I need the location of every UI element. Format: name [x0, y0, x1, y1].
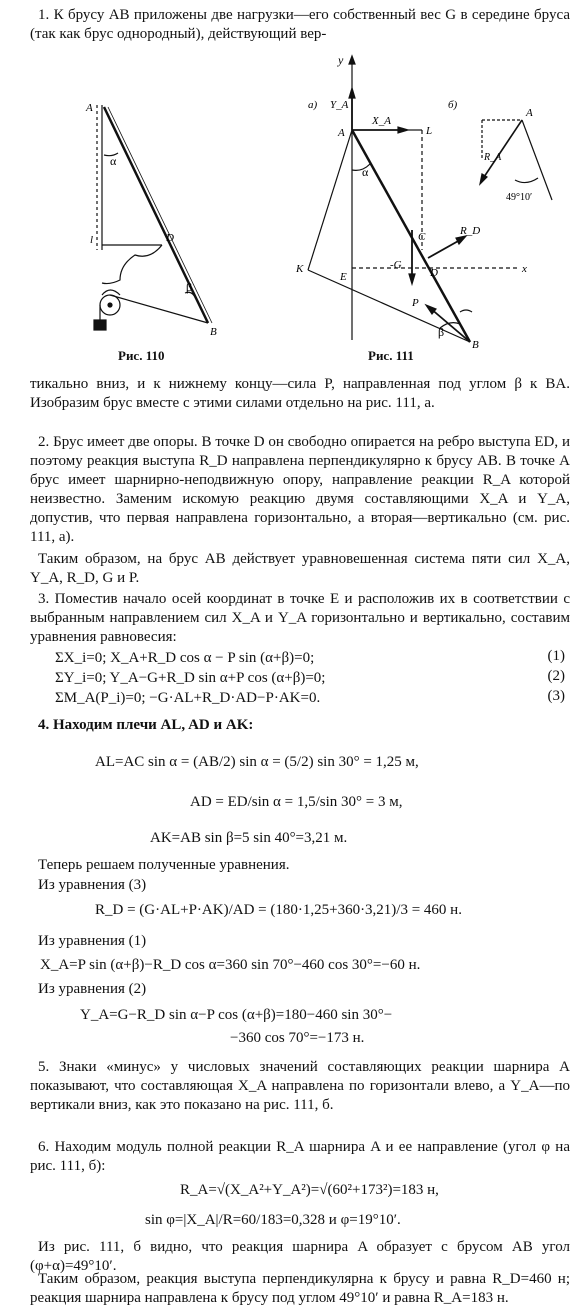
paragraph-12: 6. Находим модуль полной реакции R_A шарнира A и ее направление (угол φ на рис. 111, б):	[30, 1139, 570, 1174]
fig111-sub-b: б)	[448, 99, 458, 111]
fig110-label-alpha: α	[110, 154, 117, 168]
fig111-label-A: A	[338, 127, 345, 139]
fig111-label-E: E	[340, 271, 347, 283]
fig111-caption: Рис. 111	[368, 348, 414, 363]
equation-1-number: (1)	[547, 648, 565, 664]
paragraph-3: 2. Брус имеет две опоры. В точке D он свободно опирается на ребро выступа ED, и поэтому реакция выступа R_D направлена перпендикулярно к брусу AB. В точке A брус имеет шарнирно-неподвижную опору, направление реакции R_A которой неизвестно. Заменим искомую реакцию двумя составляющими X_A и Y_A, допустив, что первая направлена горизонтально, а вторая—вертикально (см. рис. 111, а).	[30, 434, 570, 545]
paragraph-11: 5. Знаки «минус» у числовых значений составляющих реакции шарнира A показывают, что составляющая X_A направлена по горизонтали влево, а Y_A—по вертикали вниз, как это показано на рис. 111, б.	[30, 1059, 570, 1113]
paragraph-5: 3. Поместив начало осей координат в точке E и расположив их в соответствии с выбранным направлением сил X_A и Y_A горизонтально и вертикально, составим уравнения равновесия:	[30, 591, 570, 645]
paragraph-14: Таким образом, реакция выступа перпендикулярна к брусу и равна R_D=460 н; реакция шарнира направлена к брусу под углом 49°10′ и равна R_A=183 н.	[30, 1271, 570, 1306]
paragraph-7: Теперь решаем полученные уравнения.	[38, 857, 290, 873]
fig110-label-D: D	[166, 232, 174, 244]
equation-YA-line-1: Y_A=G−R_D sin α−P cos (α+β)=180−460 sin 30°−	[80, 1007, 393, 1023]
fig111-label-RA: R_A	[484, 152, 502, 163]
paragraph-2: тикально вниз, и к нижнему концу—сила P, направленная под углом β к BA. Изобразим брус вместе с этими силами отдельно на рис. 111, а.	[30, 376, 570, 411]
fig110-caption: Рис. 110	[118, 348, 165, 363]
equation-RA: R_A=√(X_A²+Y_A²)=√(60²+173²)=183 н,	[180, 1182, 439, 1198]
fig111-label-YA: Y_A	[330, 99, 349, 111]
fig111-label-C: C	[418, 231, 426, 243]
equation-2-number: (2)	[547, 668, 565, 684]
equation-XA: X_A=P sin (α+β)−R_D cos α=360 sin 70°−460 cos 30°=−60 н.	[40, 957, 421, 973]
equation-RD: R_D = (G·AL+P·AK)/AD = (180·1,25+360·3,21)/3 = 460 н.	[95, 902, 462, 918]
paragraph-4: Таким образом, на брус AB действует уравновешенная система пяти сил X_A, Y_A, R_D, G и P.	[30, 551, 570, 586]
fig111-label-x: x	[522, 263, 527, 275]
fig111-label-G: -G	[390, 259, 402, 271]
fig111-label-alpha: α	[362, 165, 369, 179]
fig110-label-A: A	[86, 102, 93, 114]
fig111-sub-a: а)	[308, 99, 318, 111]
fig111-label-A-b: A	[526, 107, 533, 119]
fig111-label-P: P	[412, 297, 419, 309]
fig111-label-XA: X_A	[372, 115, 391, 127]
fig111-label-beta: β	[438, 325, 445, 339]
fig111-label-y: y	[338, 53, 344, 67]
fig111-label-K: K	[296, 263, 304, 275]
equation-3: ΣM_A(P_i)=0; −G·AL+R_D·AD−P·AK=0.	[55, 690, 321, 706]
fig111-label-L: L	[426, 125, 433, 137]
equation-sin-phi: sin φ=|X_A|/R=60/183=0,328 и φ=19°10′.	[145, 1212, 401, 1228]
paragraph-13: Из рис. 111, б видно, что реакция шарнира A образует с брусом AB угол (φ+α)=49°10′.	[30, 1239, 570, 1274]
equation-2: ΣY_i=0; Y_A−G+R_D sin α+P cos (α+β)=0;	[55, 670, 326, 686]
paragraph-1: 1. К брусу АВ приложены две нагрузки—его собственный вес G в середине бруса (так как брус однородный), действующий вер-	[30, 7, 570, 42]
equation-3-number: (3)	[547, 688, 565, 704]
figure-110	[80, 95, 230, 345]
figure-111	[290, 50, 580, 350]
paragraph-9: Из уравнения (1)	[38, 933, 147, 949]
paragraph-10: Из уравнения (2)	[38, 981, 147, 997]
fig110-label-l: l	[90, 234, 94, 246]
equation-YA-line-2: −360 cos 70°=−173 н.	[230, 1030, 365, 1046]
fig111-label-RD: R_D	[460, 225, 481, 237]
equation-AL: AL=AC sin α = (AB/2) sin α = (5/2) sin 30° = 1,25 м,	[95, 754, 419, 770]
fig110-label-beta: β	[186, 280, 193, 294]
equation-1: ΣX_i=0; X_A+R_D cos α − P sin (α+β)=0;	[55, 650, 315, 666]
fig111-label-B: B	[472, 339, 479, 350]
equation-AK: AK=AB sin β=5 sin 40°=3,21 м.	[150, 830, 348, 846]
fig111-label-D: D	[430, 267, 438, 279]
fig110-label-B: B	[210, 326, 217, 338]
fig111-label-angle: 49°10′	[506, 192, 533, 203]
paragraph-8: Из уравнения (3)	[38, 877, 147, 893]
paragraph-6: 4. Находим плечи AL, AD и AK:	[38, 717, 254, 733]
equation-AD: AD = ED/sin α = 1,5/sin 30° = 3 м,	[190, 794, 403, 810]
